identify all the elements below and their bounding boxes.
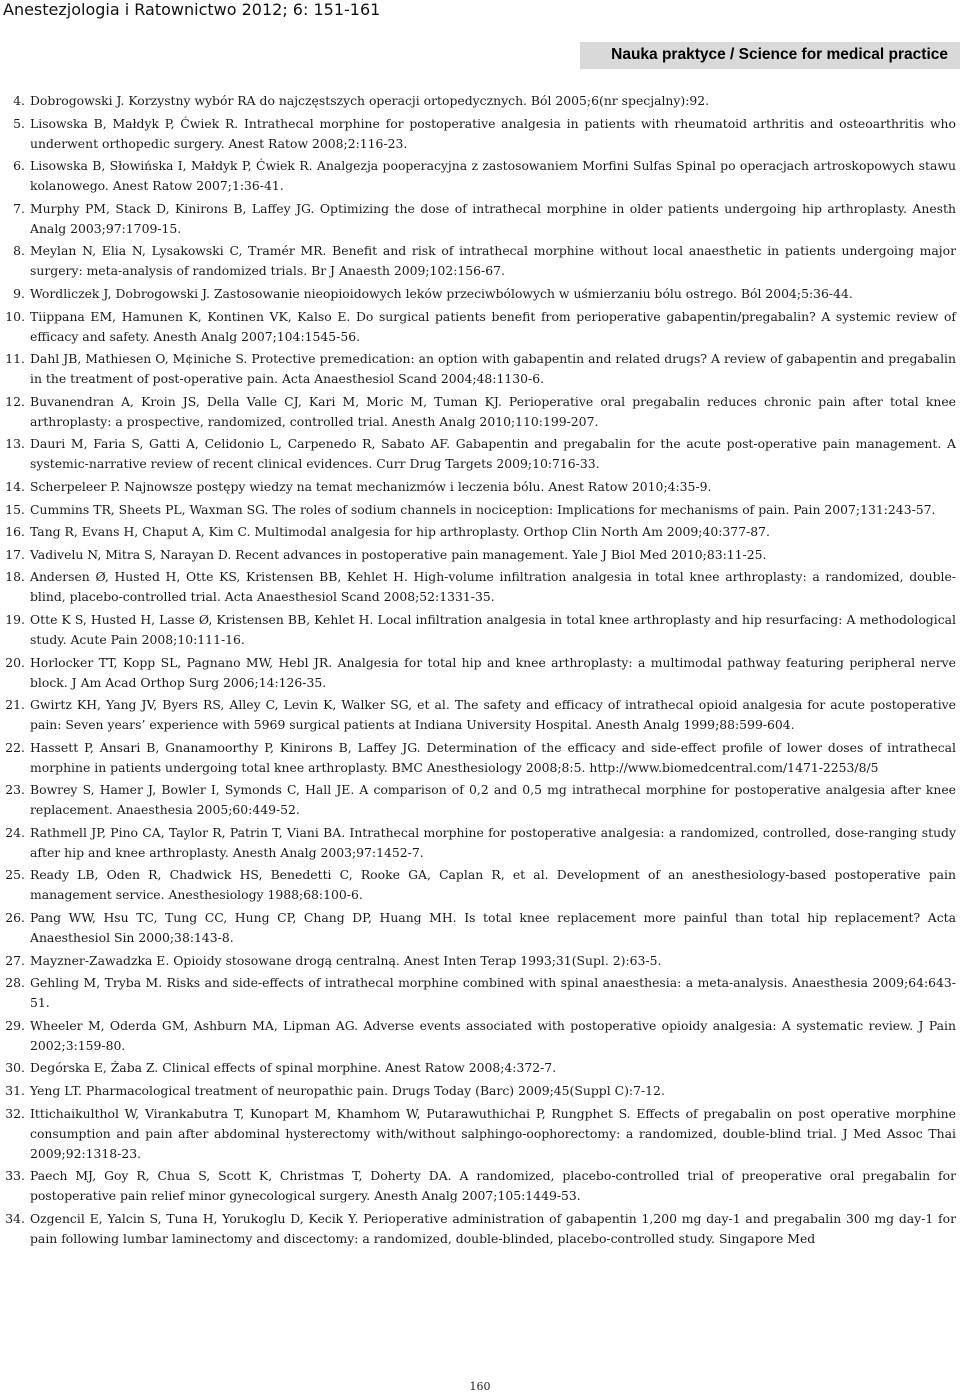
- reference-number: 18.: [5, 569, 25, 585]
- reference-item: [0, 653, 960, 693]
- reference-item: [0, 199, 960, 239]
- reference-list: [0, 91, 960, 1251]
- reference-item: [0, 567, 960, 607]
- reference-text: Murphy PM, Stack D, Kinirons B, Laffey JG. Optimizing the dose of intrathecal morphine in older patients undergoing hip arthroplasty. Anesth Analg 2003;97:1709-15.: [30, 200, 956, 236]
- reference-number: 23.: [5, 782, 25, 798]
- reference-text: Degórska E, Żaba Z. Clinical effects of spinal morphine. Anest Ratow 2008;4:372-7.: [30, 1060, 557, 1076]
- reference-text: Pang WW, Hsu TC, Tung CC, Hung CP, Chang DP, Huang MH. Is total knee replacement more painful than total hip replacement? Acta Anaesthesiol Sin 2000;38:143-8.: [30, 910, 956, 946]
- reference-text: Ready LB, Oden R, Chadwick HS, Benedetti C, Rooke GA, Caplan R, et al. Development of an anesthesiology-based postoperative pain management service. Anesthesiology 1988;68:100-6.: [30, 867, 956, 903]
- reference-number: 19.: [5, 611, 25, 627]
- reference-number: 11.: [5, 351, 25, 367]
- reference-number: 26.: [5, 910, 25, 926]
- reference-text: Paech MJ, Goy R, Chua S, Scott K, Christmas T, Doherty DA. A randomized, placebo-controlled trial of preoperative oral pregabalin for postoperative pain relief minor gynecological surgery. Anesth Analg 2007;105:1449-53.: [30, 1168, 956, 1204]
- page-number: 160: [469, 1380, 491, 1393]
- section-title: Nauka praktyce / Science for medical practice: [611, 46, 948, 63]
- reference-number: 30.: [5, 1060, 25, 1076]
- reference-item: [0, 114, 960, 154]
- reference-item: [0, 91, 960, 111]
- reference-number: 33.: [5, 1168, 25, 1184]
- reference-number: 13.: [5, 436, 25, 452]
- reference-item: [0, 610, 960, 650]
- reference-item: [0, 434, 960, 474]
- journal-title: Anestezjologia i Ratownictwo 2012; 6: 151-161: [3, 0, 381, 19]
- reference-text: Andersen Ø, Husted H, Otte KS, Kristensen BB, Kehlet H. High-volume infiltration analgesia in total knee arthroplasty: a randomized, double-blind, placebo-controlled trial. Acta Anaesthesiol Scand 2008;52:1331-35.: [30, 569, 956, 605]
- reference-item: [0, 1209, 960, 1249]
- reference-text: Scherpeleer P. Najnowsze postępy wiedzy na temat mechanizmów i leczenia bólu. Anest Ratow 2010;4:35-9.: [30, 478, 712, 494]
- reference-number: 32.: [5, 1105, 25, 1121]
- reference-number: 31.: [5, 1083, 25, 1099]
- reference-number: 24.: [5, 824, 25, 840]
- reference-item: [0, 545, 960, 565]
- section-banner: [580, 42, 960, 69]
- reference-number: 16.: [5, 524, 25, 540]
- reference-text: Hassett P, Ansari B, Gnanamoorthy P, Kinirons B, Laffey JG. Determination of the efficacy and side-effect profile of lower doses of intrathecal morphine in patients undergoing total knee arthroplasty. BMC Anesthesiology 2008;8:5. http://www.biomedcentral.com/1471-2253/8/5: [30, 739, 956, 775]
- reference-number: 34.: [5, 1210, 25, 1226]
- reference-item: [0, 973, 960, 1013]
- reference-text: Gehling M, Tryba M. Risks and side-effects of intrathecal morphine combined with spinal anaesthesia: a meta-analysis. Anaesthesia 2009;64:643-51.: [30, 975, 956, 1011]
- reference-number: 4.: [13, 93, 25, 108]
- reference-item: [0, 1058, 960, 1078]
- reference-number: 15.: [5, 501, 25, 517]
- reference-text: Mayzner-Zawadzka E. Opioidy stosowane drogą centralną. Anest Inten Terap 1993;31(Supl. 2):63-5.: [30, 952, 662, 968]
- reference-item: [0, 1104, 960, 1164]
- reference-text: Bowrey S, Hamer J, Bowler I, Symonds C, Hall JE. A comparison of 0,2 and 0,5 mg intrathecal morphine for postoperative analgesia after knee replacement. Anaesthesia 2005;60:449-52.: [30, 782, 956, 818]
- reference-text: Wordliczek J, Dobrogowski J. Zastosowanie nieopioidowych leków przeciwbólowych w uśmierzaniu bólu ostrego. Ból 2004;5:36-44.: [30, 285, 853, 301]
- reference-item: [0, 908, 960, 948]
- reference-item: [0, 951, 960, 971]
- reference-number: 29.: [5, 1017, 25, 1033]
- reference-number: 12.: [5, 393, 25, 409]
- reference-text: Meylan N, Elia N, Lysakowski C, Tramér MR. Benefit and risk of intrathecal morphine without local anaesthetic in patients undergoing major surgery: meta-analysis of randomized trials. Br J Anaesth 2009;102:156-67.: [30, 243, 956, 279]
- reference-number: 28.: [5, 975, 25, 991]
- reference-number: 21.: [5, 697, 25, 713]
- reference-number: 5.: [13, 115, 25, 131]
- reference-text: Cummins TR, Sheets PL, Waxman SG. The roles of sodium channels in nociception: Implications for mechanisms of pain. Pain 2007;131:243-57.: [30, 501, 936, 517]
- reference-number: 9.: [13, 285, 25, 301]
- reference-item: [0, 284, 960, 304]
- reference-text: Dobrogowski J. Korzystny wybór RA do najczęstszych operacji ortopedycznych. Ból 2005;6(nr specjalny):92.: [30, 93, 710, 108]
- reference-item: [0, 392, 960, 432]
- reference-item: [0, 500, 960, 520]
- reference-item: [0, 695, 960, 735]
- reference-text: Otte K S, Husted H, Lasse Ø, Kristensen BB, Kehlet H. Local infiltration analgesia in total knee arthroplasty and hip resurfacing: A methodological study. Acute Pain 2008;10:111-16.: [30, 611, 956, 647]
- reference-text: Ozgencil E, Yalcin S, Tuna H, Yorukoglu D, Kecik Y. Perioperative administration of gabapentin 1,200 mg day-1 and pregabalin 300 mg day-1 for pain following lumbar laminectomy and discectomy: a randomized, double-blinded, placebo-controlled study. Singapore Med: [30, 1210, 956, 1246]
- reference-number: 6.: [13, 158, 25, 174]
- reference-item: [0, 738, 960, 778]
- reference-number: 25.: [5, 867, 25, 883]
- reference-number: 14.: [5, 478, 25, 494]
- reference-text: Wheeler M, Oderda GM, Ashburn MA, Lipman AG. Adverse events associated with postoperative opioidy analgesia: A systematic review. J Pain 2002;3:159-80.: [30, 1017, 956, 1053]
- reference-number: 20.: [5, 654, 25, 670]
- reference-text: Vadivelu N, Mitra S, Narayan D. Recent advances in postoperative pain management. Yale J Biol Med 2010;83:11-25.: [30, 546, 767, 562]
- reference-item: [0, 349, 960, 389]
- reference-text: Yeng LT. Pharmacological treatment of neuropathic pain. Drugs Today (Barc) 2009;45(Suppl C):7-12.: [30, 1083, 665, 1099]
- reference-text: Tang R, Evans H, Chaput A, Kim C. Multimodal analgesia for hip arthroplasty. Orthop Clin North Am 2009;40:377-87.: [30, 524, 770, 540]
- reference-item: [0, 156, 960, 196]
- reference-text: Dahl JB, Mathiesen O, M¢iniche S. Protective premedication: an option with gabapentin and related drugs? A review of gabapentin and pregabalin in the treatment of post-operative pain. Acta Anaesthesiol Scand 2004;48:1130-6.: [30, 351, 956, 387]
- reference-item: [0, 307, 960, 347]
- reference-item: [0, 241, 960, 281]
- reference-item: [0, 823, 960, 863]
- reference-text: Tiippana EM, Hamunen K, Kontinen VK, Kalso E. Do surgical patients benefit from perioperative gabapentin/pregabalin? A systemic review of efficacy and safety. Anesth Analg 2007;104:1545-56.: [30, 308, 956, 344]
- reference-number: 7.: [13, 200, 25, 216]
- reference-item: [0, 1016, 960, 1056]
- reference-number: 22.: [5, 739, 25, 755]
- reference-item: [0, 780, 960, 820]
- reference-text: Ittichaikulthol W, Virankabutra T, Kunopart M, Khamhom W, Putarawuthichai P, Rungphet S. Effects of pregabalin on post operative morphine consumption and pain after abdominal hysterectomy with/without salphingo-oophorectomy: a randomized, double-blind trial. J Med Assoc Thai 2009;92:1318-23.: [30, 1105, 956, 1161]
- reference-text: Lisowska B, Małdyk P, Ćwiek R. Intrathecal morphine for postoperative analgesia in patients with rheumatoid arthritis and osteoarthritis who underwent orthopedic surgery. Anest Ratow 2008;2:116-23.: [30, 115, 956, 151]
- reference-number: 27.: [5, 952, 25, 968]
- reference-text: Dauri M, Faria S, Gatti A, Celidonio L, Carpenedo R, Sabato AF. Gabapentin and pregabalin for the acute post-operative pain management. A systemic-narrative review of recent clinical evidences. Curr Drug Targets 2009;10:716-33.: [30, 436, 956, 472]
- reference-number: 17.: [5, 546, 25, 562]
- reference-number: 10.: [5, 308, 25, 324]
- reference-text: Horlocker TT, Kopp SL, Pagnano MW, Hebl JR. Analgesia for total hip and knee arthroplasty: a multimodal pathway featuring peripheral nerve block. J Am Acad Orthop Surg 2006;14:126-35.: [30, 654, 956, 690]
- reference-text: Buvanendran A, Kroin JS, Della Valle CJ, Kari M, Moric M, Tuman KJ. Perioperative oral pregabalin reduces chronic pain after total knee arthroplasty: a prospective, randomized, controlled trial. Anesth Analg 2010;110:199-207.: [30, 393, 956, 429]
- reference-text: Rathmell JP, Pino CA, Taylor R, Patrin T, Viani BA. Intrathecal morphine for postoperative analgesia: a randomized, controlled, dose-ranging study after hip and knee arthroplasty. Anesth Analg 2003;97:1452-7.: [30, 824, 956, 860]
- reference-item: [0, 1081, 960, 1101]
- reference-text: Gwirtz KH, Yang JV, Byers RS, Alley C, Levin K, Walker SG, et al. The safety and efficacy of intrathecal opioid analgesia for acute postoperative pain: Seven years’ experience with 5969 surgical patients at Indiana University Hospital. Anesth Analg 1999;88:599-604.: [30, 697, 956, 733]
- reference-item: [0, 865, 960, 905]
- reference-item: [0, 477, 960, 497]
- reference-item: [0, 522, 960, 542]
- reference-item: [0, 1166, 960, 1206]
- reference-number: 8.: [13, 243, 25, 259]
- reference-text: Lisowska B, Słowińska I, Małdyk P, Ćwiek R. Analgezja pooperacyjna z zastosowaniem Morfini Sulfas Spinal po operacjach artroskopowych stawu kolanowego. Anest Ratow 2007;1:36-41.: [30, 158, 956, 194]
